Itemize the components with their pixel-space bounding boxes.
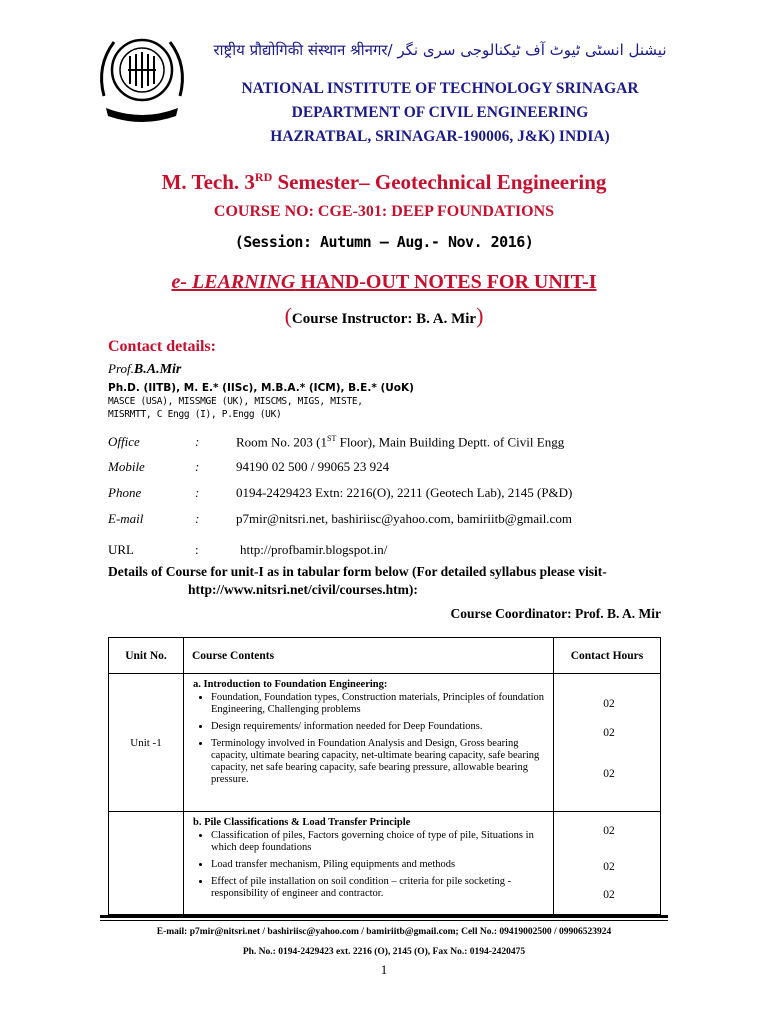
section-a-list	[185, 692, 552, 786]
url-link[interactable]: http://profbamir.blogspot.in/	[240, 542, 388, 557]
footer-divider	[100, 915, 668, 918]
session-info: (Session: Autumn – Aug.- Nov. 2016)	[234, 233, 534, 251]
institute-logo	[92, 26, 192, 126]
header-multilingual-name: राष्ट्रीय प्रौद्योगिकी संस्थान श्रीनगर/ نیشنل انسٹی ٹیوٹ آف ٹیکنالوجی سری نگر	[213, 41, 667, 59]
footer-divider	[100, 920, 668, 921]
list-item: • Load transfer mechanism, Piling equipments and methods	[211, 859, 552, 871]
course-title: COURSE NO: CGE-301: DEEP FOUNDATIONS	[213, 203, 555, 220]
footer-contacts: E-mail: p7mir@nitsri.net / bashiriisc@yahoo.com / bamiriitb@gmail.com; Cell No.: 09419002500 / 09906523924	[156, 927, 612, 937]
contact-hours-value: 02	[603, 698, 615, 710]
section-a-cell	[184, 674, 554, 812]
section-b-title: b. Pile Classifications & Load Transfer Principle	[193, 817, 411, 828]
course-coordinator: Course Coordinator: Prof. B. A. Mir	[450, 606, 661, 621]
table-row	[109, 674, 661, 812]
phone-label: Phone	[108, 485, 142, 500]
list-item: • Terminology involved in Foundation Analysis and Design, Gross bearing capacity, ultimate bearing capacity, net-ultimate bearing capacity, safe bearing capacity, net safe bearing capacity, safe bearing pressure, allowable bearing pressure.	[211, 738, 552, 786]
program-title: M. Tech. 3RD Semester– Geotechnical Engineering	[161, 170, 607, 194]
unit-cell	[109, 674, 184, 812]
section-a-title: a. Introduction to Foundation Engineering:	[193, 679, 388, 690]
office-value: Room No. 203 (1ST Floor), Main Building Deptt. of Civil Engg	[236, 434, 565, 450]
unit-cell-continued	[109, 812, 184, 915]
list-item: • Design requirements/ information needed for Deep Foundations.	[211, 721, 552, 733]
url-colon: :	[195, 542, 199, 557]
handout-title: e- LEARNING HAND-OUT NOTES FOR UNIT-I	[171, 271, 597, 293]
contact-hours-value: 02	[603, 768, 615, 780]
footer-phone-fax: Ph. No.: 0194-2429423 ext. 2216 (O), 2145 (O), Fax No.: 0194-2420475	[242, 947, 526, 957]
table-header-row	[109, 638, 661, 674]
institute-address: HAZRATBAL, SRINAGAR-190006, J&K) INDIA)	[270, 128, 610, 145]
course-table	[108, 637, 661, 915]
syllabus-link[interactable]: http://www.nitsri.net/civil/courses.htm):	[188, 582, 418, 597]
contact-hours-value: 02	[603, 861, 615, 873]
header-contact-hours: Contact Hours	[554, 638, 661, 674]
email-value: p7mir@nitsri.net, bashiriisc@yahoo.com, bamiriitb@gmail.com	[236, 511, 572, 526]
contact-hours-value: 02	[603, 825, 615, 837]
table-row	[109, 812, 661, 915]
contact-heading: Contact details:	[108, 338, 216, 355]
email-label: E-mail	[108, 511, 144, 526]
contact-hours-value: 02	[603, 727, 615, 739]
professor-name: Prof.B.A.Mir	[108, 361, 182, 377]
details-text: Details of Course for unit-I as in tabular form below (For detailed syllabus please visit-	[108, 564, 607, 579]
memberships-line: MISRMTT, C Engg (I), P.Engg (UK)	[108, 409, 282, 420]
email-colon: :	[195, 511, 200, 526]
office-colon: :	[195, 434, 200, 449]
url-label: URL	[108, 542, 134, 557]
header-unit-no: Unit No.	[109, 638, 184, 674]
mobile-value: 94190 02 500 / 99065 23 924	[236, 459, 390, 474]
page-number: 1	[380, 962, 388, 977]
phone-colon: :	[195, 485, 200, 500]
office-label: Office	[108, 434, 140, 449]
header-course-contents: Course Contents	[184, 638, 554, 674]
list-item: • Effect of pile installation on soil condition – criteria for pile socketing - responsibility of engineer and contractor.	[211, 876, 552, 900]
section-b-cell	[184, 812, 554, 915]
unit-label: Unit -1	[130, 736, 162, 749]
instructor-line: (Course Instructor: B. A. Mir)	[284, 303, 484, 328]
list-item: • Classification of piles, Factors governing choice of type of pile, Situations in which deep foundations	[211, 830, 552, 854]
contact-hours-value: 02	[603, 889, 615, 901]
mobile-colon: :	[195, 459, 200, 474]
memberships-line: MASCE (USA), MISSMGE (UK), MISCMS, MIGS, MISTE,	[108, 396, 363, 407]
list-item: • Foundation, Foundation types, Construction materials, Principles of foundation Engineering, Challenging problems	[211, 692, 552, 716]
hours-cell-a	[554, 674, 661, 812]
section-b-list	[185, 830, 552, 900]
mobile-label: Mobile	[108, 459, 145, 474]
degrees-line: Ph.D. (IITB), M. E.* (IISc), M.B.A.* (ICM), B.E.* (UoK)	[108, 382, 414, 394]
institute-name: NATIONAL INSTITUTE OF TECHNOLOGY SRINAGAR	[241, 80, 639, 97]
department-name: DEPARTMENT OF CIVIL ENGINEERING	[291, 104, 589, 121]
phone-value: 0194-2429423 Extn: 2216(O), 2211 (Geotech Lab), 2145 (P&D)	[236, 485, 573, 500]
